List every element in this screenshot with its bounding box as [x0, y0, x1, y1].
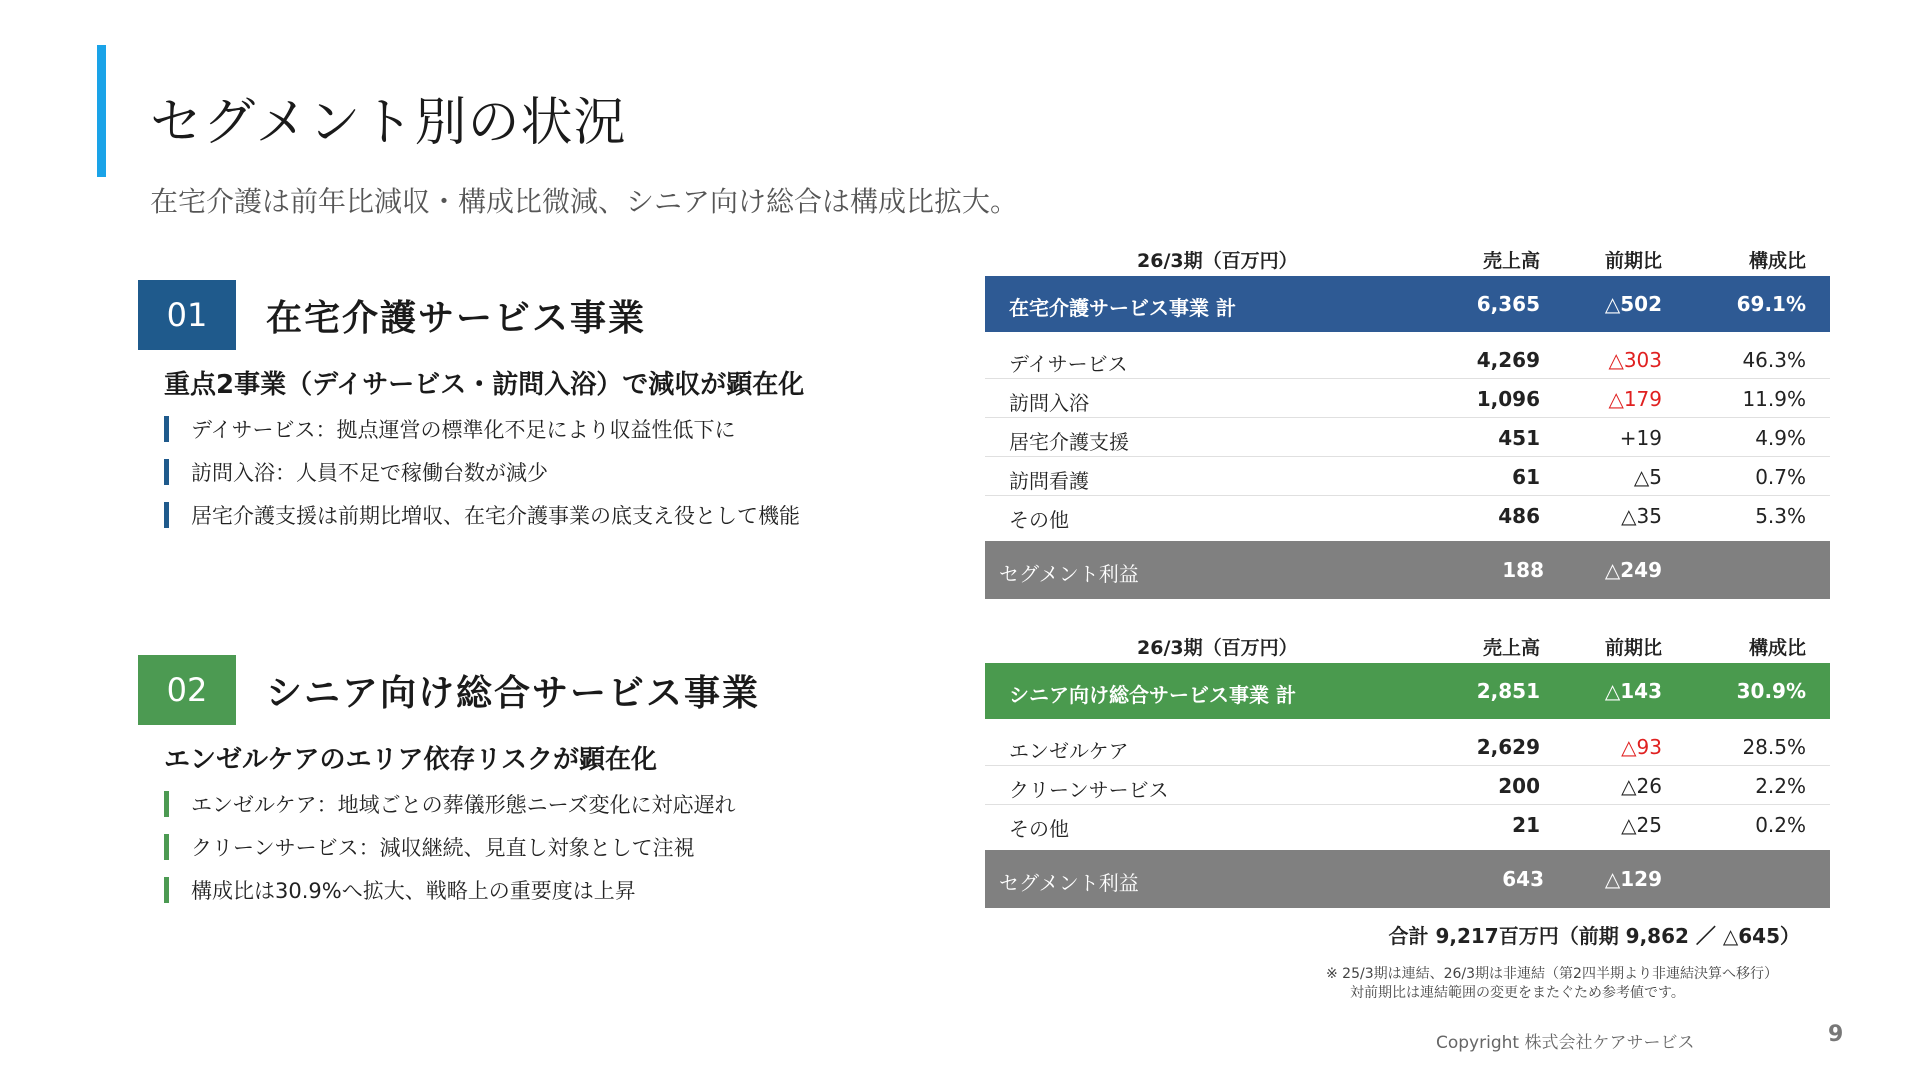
- row-name: 訪問入浴: [1009, 391, 1089, 415]
- total-ratio: 69.1%: [1736, 292, 1806, 316]
- profit-value: 643: [1502, 867, 1544, 891]
- row-ratio: 46.3%: [1742, 348, 1806, 372]
- profit-yoy: △129: [1604, 867, 1662, 891]
- row-name: 居宅介護支援: [1009, 430, 1129, 454]
- segment-table-02: [985, 627, 1830, 908]
- header-ratio: 構成比: [1748, 250, 1806, 272]
- footnote-line: ※ 25/3期は連結、26/3期は非連結（第2四半期より非連結決算へ移行）: [1326, 966, 1778, 982]
- table-row: [985, 379, 1830, 418]
- row-name: その他: [1009, 508, 1069, 532]
- bullet-text: デイサービス：拠点運営の標準化不足により収益性低下に: [191, 418, 736, 442]
- total-name: シニア向け総合サービス事業 計: [1009, 683, 1296, 707]
- page-title: セグメント別の状況: [150, 93, 627, 153]
- row-sales: 4,269: [1476, 348, 1540, 372]
- row-sales: 200: [1498, 774, 1540, 798]
- table-row: [985, 457, 1830, 496]
- bullet-marker: [164, 877, 169, 903]
- row-ratio: 11.9%: [1742, 387, 1806, 411]
- row-name: クリーンサービス: [1009, 778, 1169, 802]
- table-header: [985, 240, 1830, 276]
- bullet-marker: [164, 416, 169, 442]
- row-sales: 21: [1512, 813, 1540, 837]
- segment-block-01: [138, 280, 938, 544]
- row-name: その他: [1009, 817, 1069, 841]
- segment-number-badge: 02: [138, 655, 236, 725]
- segment-lead: エンゼルケアのエリア依存リスクが顕在化: [164, 745, 657, 775]
- segment-header: [138, 280, 938, 350]
- table-row: [985, 496, 1830, 535]
- table-total-row: [985, 276, 1830, 332]
- total-ratio: 30.9%: [1736, 679, 1806, 703]
- table-row: [985, 766, 1830, 805]
- row-sales: 486: [1498, 504, 1540, 528]
- profit-value: 188: [1502, 558, 1544, 582]
- footnote: [1326, 965, 1778, 1003]
- total-name: 在宅介護サービス事業 計: [1009, 296, 1236, 320]
- row-sales: 1,096: [1476, 387, 1540, 411]
- row-ratio: 5.3%: [1755, 504, 1806, 528]
- row-yoy: △35: [1621, 504, 1662, 528]
- bullet-item: [164, 501, 938, 529]
- row-name: エンゼルケア: [1009, 739, 1129, 763]
- segment-block-02: [138, 655, 938, 919]
- row-yoy: △93: [1621, 735, 1662, 759]
- bullet-marker: [164, 459, 169, 485]
- total-yoy: △502: [1604, 292, 1662, 316]
- segment-table-01: [985, 240, 1830, 599]
- segment-profit-row: [985, 850, 1830, 908]
- segment-name: 在宅介護サービス事業: [266, 297, 647, 339]
- row-yoy: △25: [1621, 813, 1662, 837]
- table-total-row: [985, 663, 1830, 719]
- footnote-line: 対前期比は連結範囲の変更をまたぐため参考値です。: [1350, 985, 1685, 1001]
- bullet-item: [164, 415, 938, 443]
- bullet-marker: [164, 834, 169, 860]
- table-body: [985, 719, 1830, 844]
- row-ratio: 0.7%: [1755, 465, 1806, 489]
- row-name: デイサービス: [1009, 352, 1128, 376]
- total-sales: 2,851: [1476, 679, 1540, 703]
- table-row: [985, 418, 1830, 457]
- bullet-marker: [164, 791, 169, 817]
- copyright-text: Copyright 株式会社ケアサービス: [1436, 1033, 1695, 1053]
- table-header: [985, 627, 1830, 663]
- table-row: [985, 727, 1830, 766]
- bullet-item: [164, 790, 938, 818]
- segment-header: [138, 655, 938, 725]
- row-ratio: 4.9%: [1755, 426, 1806, 450]
- segment-number-badge: 01: [138, 280, 236, 350]
- title-accent-bar: [97, 45, 106, 177]
- row-yoy: △5: [1633, 465, 1662, 489]
- row-name: 訪問看護: [1009, 469, 1089, 493]
- profit-label: セグメント利益: [999, 871, 1139, 895]
- table-row: [985, 805, 1830, 844]
- bullet-text: 構成比は30.9%へ拡大、戦略上の重要度は上昇: [191, 879, 636, 903]
- total-summary: 合計 9,217百万円（前期 9,862 ／ △645）: [1388, 924, 1800, 948]
- bullet-item: [164, 833, 938, 861]
- total-yoy: △143: [1604, 679, 1662, 703]
- row-sales: 451: [1498, 426, 1540, 450]
- row-yoy: △26: [1621, 774, 1662, 798]
- profit-yoy: △249: [1604, 558, 1662, 582]
- row-yoy: △303: [1608, 348, 1662, 372]
- row-ratio: 0.2%: [1755, 813, 1806, 837]
- bullet-text: 訪問入浴：人員不足で稼働台数が減少: [191, 461, 548, 485]
- row-yoy: +19: [1619, 426, 1662, 450]
- segment-name: シニア向け総合サービス事業: [266, 672, 761, 714]
- page-number: 9: [1828, 1022, 1844, 1047]
- row-ratio: 2.2%: [1755, 774, 1806, 798]
- segment-lead: 重点2事業（デイサービス・訪問入浴）で減収が顕在化: [164, 370, 805, 400]
- bullet-item: [164, 458, 938, 486]
- header-ratio: 構成比: [1748, 637, 1806, 659]
- bullet-text: エンゼルケア：地域ごとの葬儀形態ニーズ変化に対応遅れ: [191, 793, 736, 817]
- table-row: [985, 340, 1830, 379]
- row-ratio: 28.5%: [1742, 735, 1806, 759]
- bullet-text: 居宅介護支援は前期比増収、在宅介護事業の底支え役として機能: [191, 504, 800, 528]
- segment-bullet-list: [164, 415, 938, 529]
- header-sales: 売上高: [1482, 637, 1540, 659]
- profit-label: セグメント利益: [999, 562, 1139, 586]
- header-yoy: 前期比: [1604, 250, 1662, 272]
- segment-profit-row: [985, 541, 1830, 599]
- row-yoy: △179: [1608, 387, 1662, 411]
- page-subtitle: 在宅介護は前年比減収・構成比微減、シニア向け総合は構成比拡大。: [150, 185, 1019, 218]
- bullet-item: [164, 876, 938, 904]
- bullet-text: クリーンサービス：減収継続、見直し対象として注視: [191, 836, 695, 860]
- segment-bullet-list: [164, 790, 938, 904]
- header-sales: 売上高: [1482, 250, 1540, 272]
- header-period: 26/3期（百万円）: [1137, 637, 1298, 659]
- header-yoy: 前期比: [1604, 637, 1662, 659]
- table-body: [985, 332, 1830, 535]
- header-period: 26/3期（百万円）: [1137, 250, 1298, 272]
- bullet-marker: [164, 502, 169, 528]
- row-sales: 61: [1512, 465, 1540, 489]
- total-sales: 6,365: [1476, 292, 1540, 316]
- row-sales: 2,629: [1476, 735, 1540, 759]
